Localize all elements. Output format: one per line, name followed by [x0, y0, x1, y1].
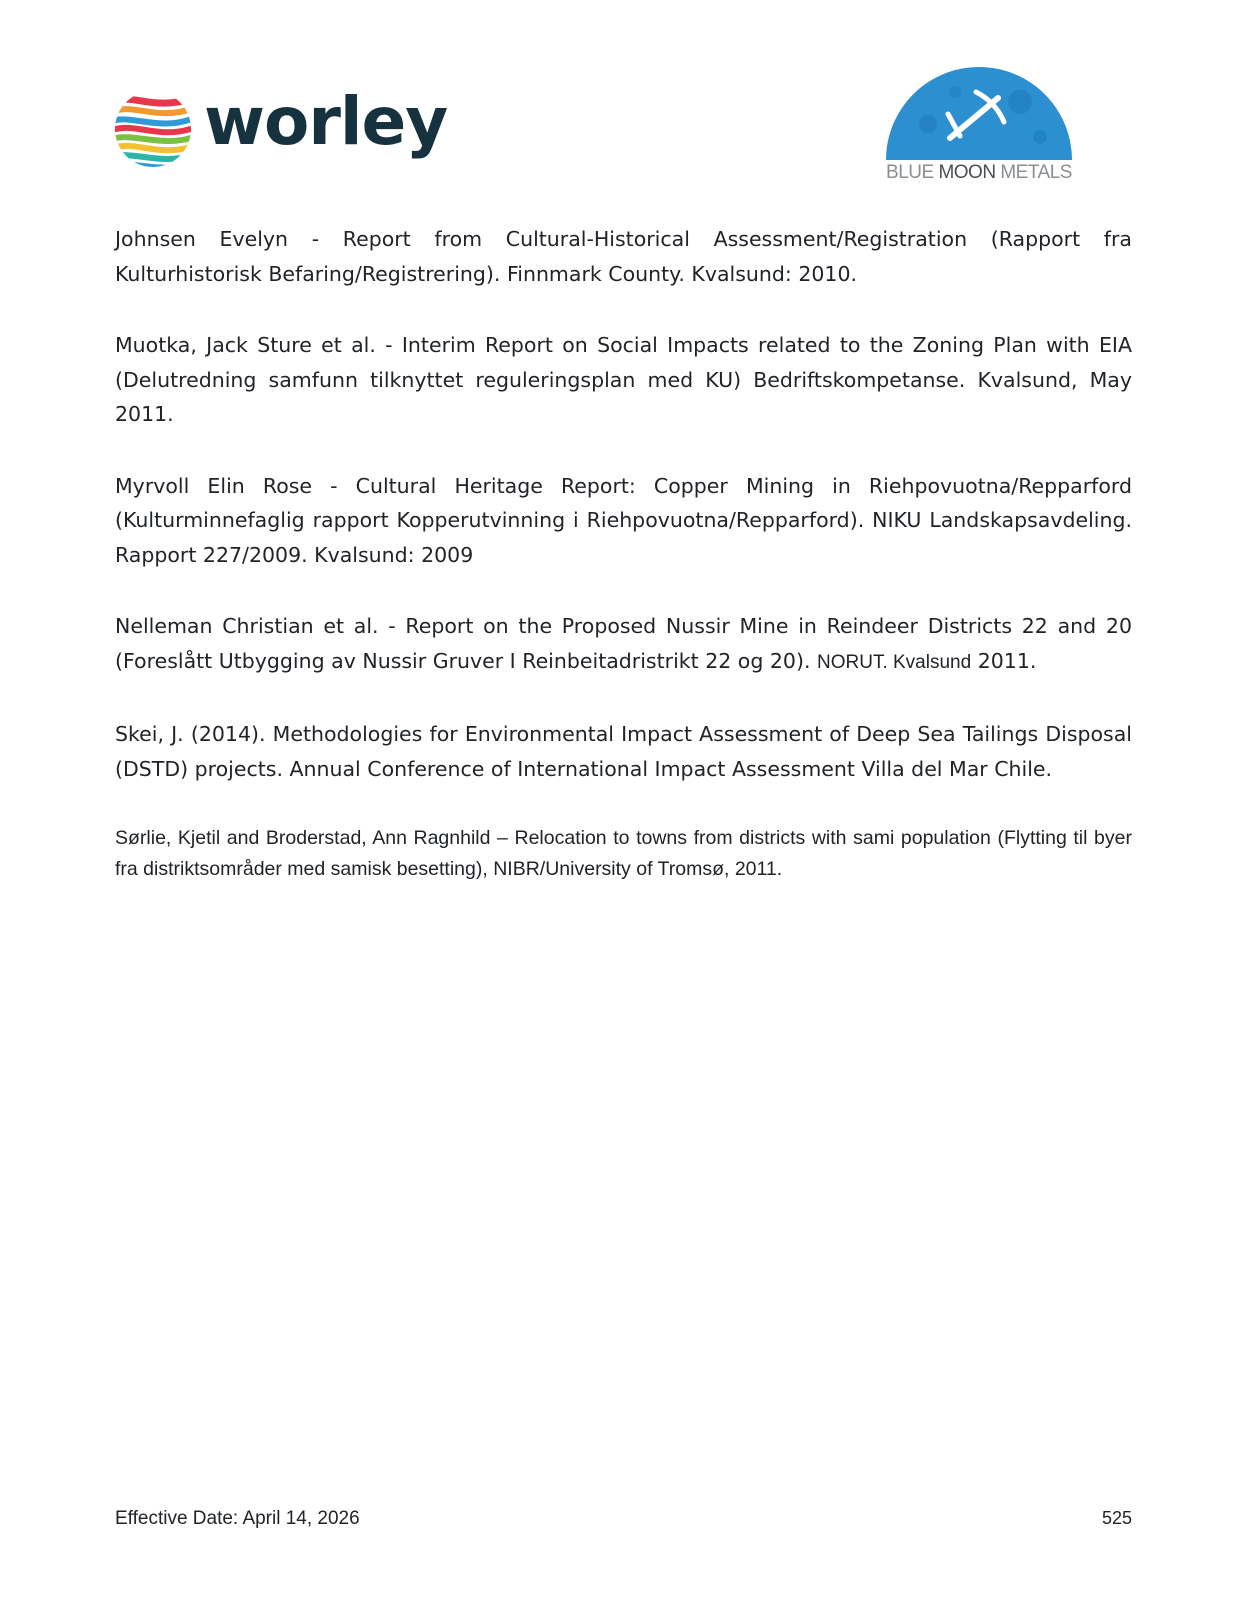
worley-wordmark: worley [204, 83, 448, 160]
reference-entry: Muotka, Jack Sture et al. - Interim Report on Social Impacts related to the Zoning Plan with EIA (Delutredning samfunn tilknyttet reguleringsplan med KU) Bedriftskompetanse. Kvalsund, May 2011. [115, 333, 1132, 426]
worley-swirl-icon [112, 88, 194, 170]
reference-year: 2011. [977, 648, 1037, 673]
worley-logo [112, 83, 452, 174]
reference-entry: Skei, J. (2014). Methodologies for Environmental Impact Assessment of Deep Sea Tailings Disposal (DSTD) projects. Annual Conference of International Impact Assessment Villa del Mar Chile. [115, 722, 1132, 781]
blue-moon-metals-wordmark: BLUE MOON METALS [886, 162, 1072, 183]
reference-publisher: NORUT. Kvalsund [817, 651, 972, 673]
reference-entry: Johnsen Evelyn - Report from Cultural-Historical Assessment/Registration (Rapport fra Kulturhistorisk Befaring/Registrering). Finnmark County. Kvalsund: 2010. [115, 227, 1132, 286]
reference-entry: Sørlie, Kjetil and Broderstad, Ann Ragnhild – Relocation to towns from districts with sami population (Flytting til byer fra distriktsområder med samisk besetting), NIBR/University of Tromsø, 2011. [115, 827, 1132, 880]
reference-text: Nelleman Christian et al. - Report on the Proposed Nussir Mine in Reindeer Districts 22 and 20 (Foreslått Utbygging av Nussir Gruver I Reinbeitadristrikt 22 og 20). [115, 614, 1132, 673]
reference-entry [115, 609, 1132, 680]
effective-date: Effective Date: April 14, 2026 [115, 1508, 360, 1529]
page-number: 525 [1101, 1508, 1132, 1528]
reference-entry: Myrvoll Elin Rose - Cultural Heritage Report: Copper Mining in Riehpovuotna/Repparford (Kulturminnefaglig rapport Kopperutvinning i Riehpovuotna/Repparford). NIKU Landskapsavdeling. Rapport 227/2009. Kvalsund: 2009 [115, 473, 1132, 567]
moon-pickaxe-icon [880, 62, 1078, 162]
references-list [115, 222, 1132, 922]
blue-moon-metals-logo [880, 62, 1078, 192]
page-header [0, 0, 1250, 200]
